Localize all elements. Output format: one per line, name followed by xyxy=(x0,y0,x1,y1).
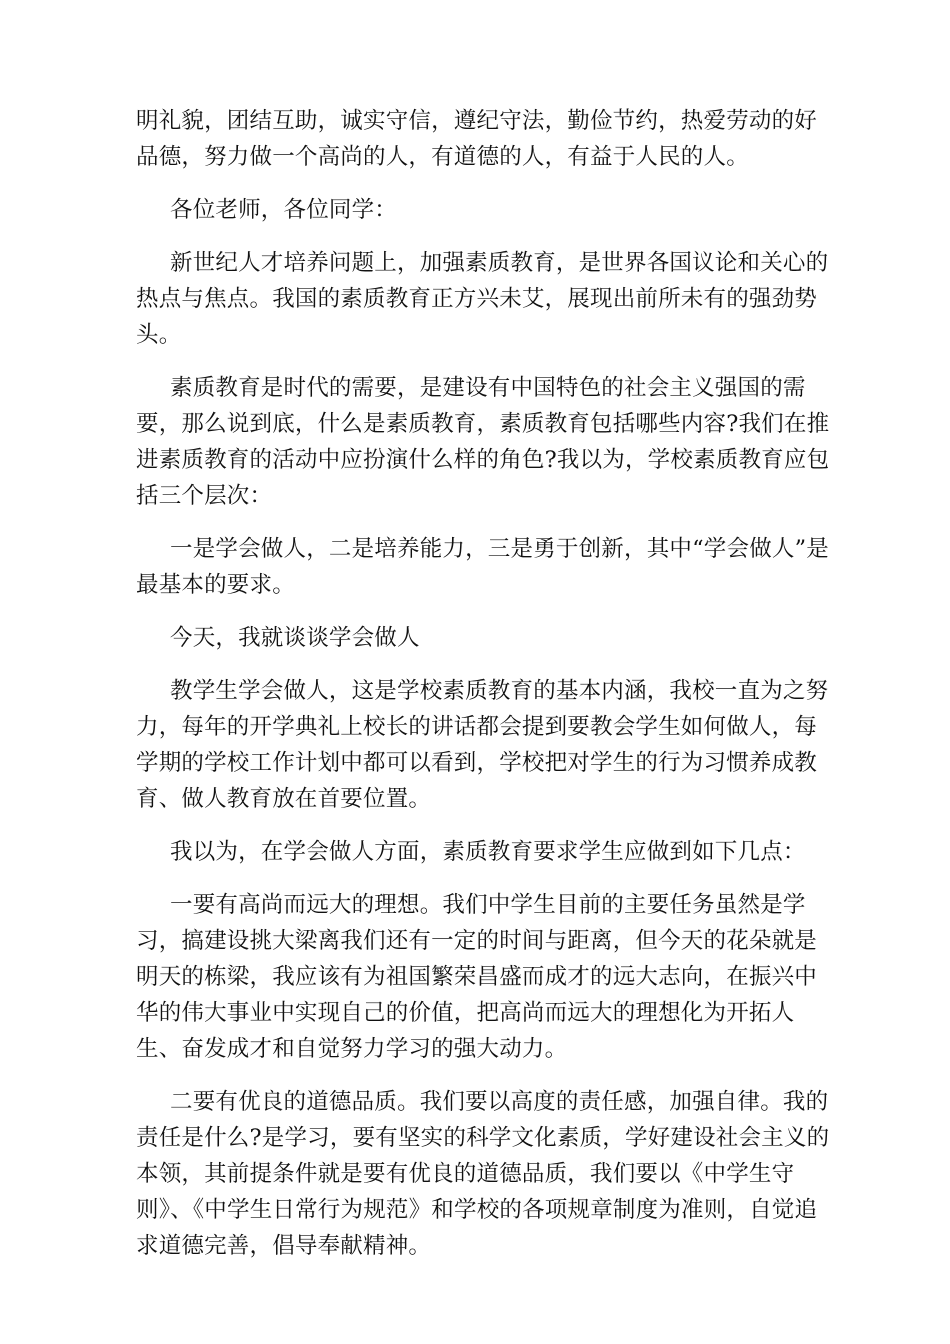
paragraph: 新世纪人才培养问题上，加强素质教育，是世界各国议论和关心的热点与焦点。我国的素质教育正方兴未艾，展现出前所未有的强劲势头。 xyxy=(136,250,829,348)
paragraph: 教学生学会做人，这是学校素质教育的基本内涵，我校一直为之努力，每年的开学典礼上校长的讲话都会提到要教会学生如何做人，每学期的学校工作计划中都可以看到，学校把对学生的行为习惯养成教育、做人教育放在首要位置。 xyxy=(136,678,829,812)
paragraph: 我以为，在学会做人方面，素质教育要求学生应做到如下几点： xyxy=(170,839,806,865)
document-body xyxy=(136,103,836,1281)
paragraph-salutation: 各位老师，各位同学： xyxy=(170,197,398,223)
paragraph: 今天，我就谈谈学会做人 xyxy=(170,625,420,651)
paragraph-continuation: 明礼貌，团结互助，诚实守信，遵纪守法，勤俭节约，热爱劳动的好品德，努力做一个高尚的人，有道德的人，有益于人民的人。 xyxy=(136,108,818,170)
paragraph: 一要有高尚而远大的理想。我们中学生目前的主要任务虽然是学习，搞建设挑大梁离我们还有一定的时间与距离，但今天的花朵就是明天的栋梁，我应该有为祖国繁荣昌盛而成才的远大志向，在振兴中华的伟大事业中实现自己的价值，把高尚而远大的理想化为开拓人生、奋发成才和自觉努力学习的强大动力。 xyxy=(136,892,818,1062)
paragraph: 素质教育是时代的需要，是建设有中国特色的社会主义强国的需要，那么说到底，什么是素质教育，素质教育包括哪些内容?我们在推进素质教育的活动中应扮演什么样的角色?我以为，学校素质教育应包括三个层次： xyxy=(136,375,830,509)
paragraph: 二要有优良的道德品质。我们要以高度的责任感，加强自律。我的责任是什么?是学习，要有坚实的科学文化素质，学好建设社会主义的本领，其前提条件就是要有优良的道德品质，我们要以《中学生守则》、《中学生日常行为规范》和学校的各项规章制度为准则，自觉追求道德完善，倡导奉献精神。 xyxy=(136,1089,830,1259)
paragraph: 一是学会做人，二是培养能力，三是勇于创新，其中“学会做人”是最基本的要求。 xyxy=(136,536,830,598)
